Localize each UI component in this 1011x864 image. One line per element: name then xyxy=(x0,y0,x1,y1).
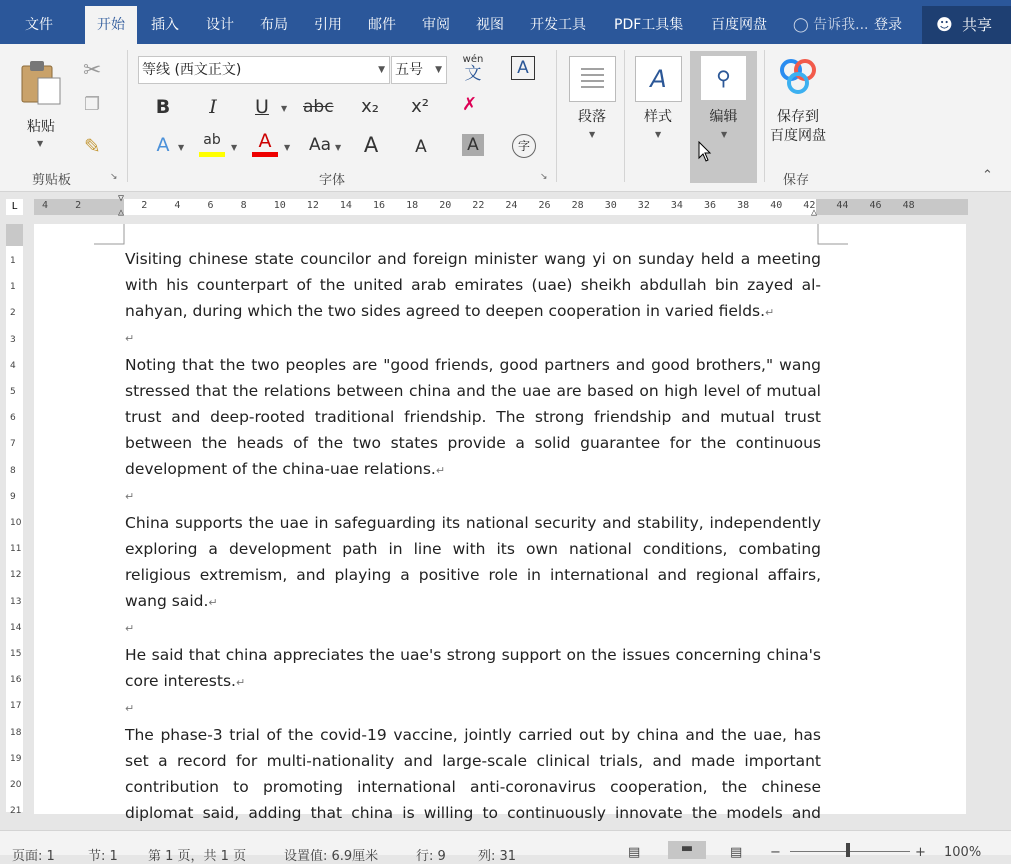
underline-dropdown-arrow[interactable]: ▼ xyxy=(281,104,288,113)
first-line-indent-marker[interactable]: ▽ xyxy=(118,193,125,204)
change-case-button[interactable]: Aa xyxy=(308,135,332,155)
collapse-ribbon-icon[interactable]: ⌃ xyxy=(982,168,993,183)
status-column[interactable]: 列: 31 xyxy=(478,849,517,864)
ruler-tick-label: 4 xyxy=(42,200,49,211)
ruler-area xyxy=(0,192,1011,222)
paragraph-mark: ↵ xyxy=(208,596,218,609)
ruler-tick-label: 2 xyxy=(141,200,148,211)
paragraph-text: China supports the uae in safeguarding its national security and stability, independently exploring a development path in line with its own national conditions, combating religious extremism, and playing a positive role in international and regional affairs, wang said. xyxy=(125,514,821,610)
vruler-tick-label: 18 xyxy=(10,727,22,738)
vruler-tick-label: 9 xyxy=(10,491,16,502)
vruler-tick-label: 8 xyxy=(10,465,16,476)
paragraph[interactable] xyxy=(125,352,821,484)
right-indent-marker[interactable]: △ xyxy=(811,207,818,218)
status-page-of[interactable]: 第 1 页，共 1 页 xyxy=(148,849,247,864)
paragraph-mark: ↵ xyxy=(765,306,775,319)
vruler-tick-label: 6 xyxy=(10,413,16,424)
status-bar xyxy=(0,830,1011,864)
vruler-tick-label: 1 xyxy=(10,282,16,293)
ruler-tick-label: 20 xyxy=(439,200,452,211)
share-button[interactable] xyxy=(922,6,1011,44)
paste-button[interactable] xyxy=(18,58,64,108)
clear-formatting-icon[interactable]: ✗ xyxy=(462,94,478,115)
tab-home[interactable]: 开始 xyxy=(85,6,137,44)
tab-developer[interactable]: 开发工具 xyxy=(530,17,586,33)
font-group-label: 字体 xyxy=(319,173,346,188)
editing-dropdown: ▼ xyxy=(721,130,728,139)
paragraph-dropdown[interactable]: ▼ xyxy=(589,130,596,139)
clipboard-group-label: 剪贴板 xyxy=(32,173,72,188)
vruler-tick-label: 19 xyxy=(10,753,22,764)
document-body[interactable] xyxy=(125,246,821,854)
chevron-down-icon: ▼ xyxy=(378,65,385,75)
ruler-tick-label: 16 xyxy=(373,200,386,211)
ruler-tick-label: 14 xyxy=(339,200,352,211)
format-painter-icon[interactable]: ✎ xyxy=(84,134,101,158)
vruler-tick-label: 14 xyxy=(10,622,22,633)
font-color-dropdown[interactable]: ▼ xyxy=(284,143,291,152)
tab-file[interactable]: 文件 xyxy=(25,17,53,33)
paste-dropdown-arrow[interactable]: ▼ xyxy=(37,139,44,148)
empty-paragraph[interactable] xyxy=(125,326,821,352)
read-mode-icon[interactable]: ▤ xyxy=(628,845,641,860)
copy-icon[interactable]: ❐ xyxy=(84,94,101,115)
paragraph-mark: ↵ xyxy=(125,622,135,635)
empty-paragraph[interactable] xyxy=(125,696,821,722)
margin-corner-right xyxy=(816,224,848,246)
status-page[interactable]: 页面: 1 xyxy=(12,849,55,864)
ruler-tick-label: 8 xyxy=(240,200,247,211)
grow-font-button[interactable]: A xyxy=(363,133,379,157)
left-indent-marker[interactable]: △ xyxy=(118,207,125,218)
font-color-button[interactable]: A xyxy=(252,130,278,157)
ruler-tick-label: 6 xyxy=(207,200,214,211)
paragraph-text: Visiting chinese state councilor and foreign minister wang yi on sunday held a meeting with his counterpart of the united arab emirates (uae) sheikh abdullah bin zayed al-nahyan, during which the two sides agreed to deepen cooperation in varied fields. xyxy=(125,250,821,320)
ruler-tick-label: 34 xyxy=(670,200,683,211)
paragraph-mark: ↵ xyxy=(125,332,135,345)
highlight-button[interactable]: ab xyxy=(199,130,225,157)
text-effects-button[interactable]: A xyxy=(156,134,170,156)
tab-insert[interactable]: 插入 xyxy=(151,17,179,33)
phonetic-char: 文 xyxy=(464,64,482,84)
empty-paragraph[interactable] xyxy=(125,484,821,510)
paragraph[interactable] xyxy=(125,246,821,326)
styles-button[interactable] xyxy=(635,56,682,102)
ruler-tick-label: 26 xyxy=(538,200,551,211)
ruler-tick-label: 32 xyxy=(637,200,650,211)
ruler-tick-label: 4 xyxy=(174,200,181,211)
vruler-tick-label: 5 xyxy=(10,387,16,397)
tab-selector[interactable]: L xyxy=(6,199,23,215)
ruler-tick-label: 10 xyxy=(273,200,286,211)
tell-me-text: 告诉我... xyxy=(813,17,869,33)
web-layout-icon[interactable]: ▤ xyxy=(730,845,743,860)
clipboard-icon xyxy=(18,58,64,108)
vruler-tick-label: 17 xyxy=(10,701,22,712)
font-name-value: 等线 (西文正文) xyxy=(142,62,242,78)
paragraph-text: Noting that the two peoples are "good friends, good partners and good brothers," wang stressed that the relations between china and the uae are based on high level of mutual trust and deep-rooted traditional friendship. The strong friendship and mutual trust between the heads of the two states provide a solid guarantee for the continuous development of the china-uae relations. xyxy=(125,356,821,478)
ruler-tick-label: 28 xyxy=(571,200,584,211)
editing-button[interactable] xyxy=(690,51,757,183)
empty-paragraph[interactable] xyxy=(125,616,821,642)
ruler-tick-label: 12 xyxy=(306,200,319,211)
status-line[interactable]: 行: 9 xyxy=(416,849,446,864)
bold-button[interactable]: B xyxy=(155,96,171,118)
ruler-tick-label: 18 xyxy=(406,200,419,211)
vertical-ruler[interactable] xyxy=(6,224,23,817)
paragraph-text: He said that china appreciates the uae's strong support on the issues concerning china's core interests. xyxy=(125,646,821,690)
tab-baidu-netdisk[interactable]: 百度网盘 xyxy=(711,17,767,33)
mouse-cursor-icon xyxy=(698,141,712,163)
ruler-tick-label: 22 xyxy=(472,200,485,211)
ruler-tick-label: 48 xyxy=(902,200,915,211)
enclose-char-button[interactable]: 字 xyxy=(512,134,536,158)
vruler-top-margin xyxy=(6,224,23,246)
vruler-tick-label: 2 xyxy=(10,308,16,319)
login-link[interactable]: 登录 xyxy=(874,17,902,33)
styles-icon: A xyxy=(650,65,667,93)
tell-me-box[interactable] xyxy=(793,0,868,44)
save-to-baidu-label-2: 百度网盘 xyxy=(770,128,826,144)
paste-label: 粘贴 xyxy=(27,119,55,135)
superscript-button[interactable]: x² xyxy=(411,96,429,117)
vruler-tick-label: 11 xyxy=(10,544,22,555)
ruler-tick-label: 44 xyxy=(836,200,849,211)
font-name-combo[interactable] xyxy=(138,56,390,84)
ruler-tick-label: 36 xyxy=(704,200,717,211)
vruler-tick-label: 16 xyxy=(10,675,22,686)
tab-references[interactable]: 引用 xyxy=(314,17,342,33)
subscript-button[interactable]: x₂ xyxy=(361,96,379,117)
vruler-tick-label: 13 xyxy=(10,596,22,607)
phonetic-guide-button[interactable] xyxy=(461,54,485,84)
char-shading-button[interactable]: A xyxy=(462,134,484,156)
vruler-tick-label: 3 xyxy=(10,334,16,345)
paragraph-button[interactable] xyxy=(569,56,616,102)
paragraph[interactable] xyxy=(125,642,821,696)
change-case-dropdown[interactable]: ▼ xyxy=(335,143,342,152)
print-layout-icon[interactable]: ▬ xyxy=(668,841,706,859)
status-position[interactable]: 设置值: 6.9厘米 xyxy=(284,849,379,864)
phonetic-top: wén xyxy=(462,54,484,65)
lightbulb-icon: ◯ xyxy=(793,17,809,33)
vruler-tick-label: 10 xyxy=(10,518,22,528)
tab-review[interactable]: 审阅 xyxy=(422,17,450,33)
add-person-icon: ☻ xyxy=(936,15,953,34)
ruler-tick-label: 24 xyxy=(505,200,518,211)
styles-label: 样式 xyxy=(644,109,672,125)
share-label: 共享 xyxy=(962,16,993,34)
zoom-level[interactable]: 100% xyxy=(944,845,982,860)
save-group-label: 保存 xyxy=(783,173,810,188)
ruler-tick-label: 42 xyxy=(803,200,816,211)
tab-view[interactable]: 视图 xyxy=(476,17,504,33)
horizontal-ruler[interactable] xyxy=(34,193,968,218)
save-to-baidu-label-1: 保存到 xyxy=(777,109,819,125)
font-size-value: 五号 xyxy=(395,62,423,78)
zoom-slider[interactable] xyxy=(790,851,910,852)
shrink-font-button[interactable]: A xyxy=(415,137,427,157)
paragraph-mark: ↵ xyxy=(435,464,446,477)
document-page[interactable] xyxy=(34,224,966,822)
vruler-tick-label: 1 xyxy=(10,256,16,266)
ribbon xyxy=(0,44,1011,192)
ruler-tick-label: 30 xyxy=(604,200,617,211)
font-size-combo[interactable] xyxy=(391,56,447,84)
tab-pdf-tools[interactable]: PDF工具集 xyxy=(614,17,684,33)
search-icon: ⚲ xyxy=(701,56,746,100)
clipboard-launcher-icon[interactable]: ↘ xyxy=(110,172,118,182)
paragraph[interactable] xyxy=(125,510,821,616)
paragraph-mark: ↵ xyxy=(125,490,135,503)
tab-design[interactable]: 设计 xyxy=(206,17,234,33)
ruler-tick-label: 40 xyxy=(770,200,783,211)
vruler-tick-label: 20 xyxy=(10,780,22,790)
status-section[interactable]: 节: 1 xyxy=(88,849,118,864)
underline-button[interactable]: U xyxy=(255,96,269,118)
tab-mailings[interactable]: 邮件 xyxy=(368,17,396,33)
ruler-tick-label: 2 xyxy=(75,200,82,211)
zoom-slider-thumb[interactable] xyxy=(846,843,850,857)
strikethrough-button[interactable]: abc xyxy=(303,97,334,117)
vruler-tick-label: 4 xyxy=(10,360,16,371)
italic-button[interactable]: I xyxy=(209,96,217,118)
editing-label: 编辑 xyxy=(709,109,738,125)
text-effects-dropdown[interactable]: ▼ xyxy=(178,143,185,152)
baidu-netdisk-icon[interactable] xyxy=(778,56,818,96)
ruler-tick-label: 46 xyxy=(869,200,882,211)
menu-bar xyxy=(0,0,1011,44)
vruler-tick-label: 15 xyxy=(10,649,22,659)
paragraph-text: The phase-3 trial of the covid-19 vaccine, jointly carried out by china and the uae, has set a record for multi-nationality and large-scale clinical trials, and made important contribution to promoting international anti-coronavirus cooperation, the chinese diplomat said, adding that china is willing to continuously innovate the models and xyxy=(125,726,821,822)
ruler-tick-label: 38 xyxy=(737,200,750,211)
font-launcher-icon[interactable]: ↘ xyxy=(540,172,548,182)
zoom-out-icon[interactable]: − xyxy=(770,845,781,860)
paragraph-mark: ↵ xyxy=(235,676,246,689)
styles-dropdown[interactable]: ▼ xyxy=(655,130,662,139)
paragraph-label: 段落 xyxy=(578,109,606,125)
cut-icon[interactable]: ✂ xyxy=(83,58,102,83)
tab-layout[interactable]: 布局 xyxy=(260,17,288,33)
margin-corner-left xyxy=(94,224,126,246)
zoom-in-icon[interactable]: + xyxy=(915,845,926,860)
highlight-dropdown[interactable]: ▼ xyxy=(231,143,238,152)
paragraph-mark: ↵ xyxy=(125,702,135,715)
vruler-tick-label: 7 xyxy=(10,439,16,450)
vruler-tick-label: 21 xyxy=(10,806,22,817)
chevron-down-icon: ▼ xyxy=(435,65,442,75)
char-border-button[interactable]: A xyxy=(511,56,535,80)
vruler-tick-label: 12 xyxy=(10,570,22,581)
paragraph-icon xyxy=(570,57,615,101)
